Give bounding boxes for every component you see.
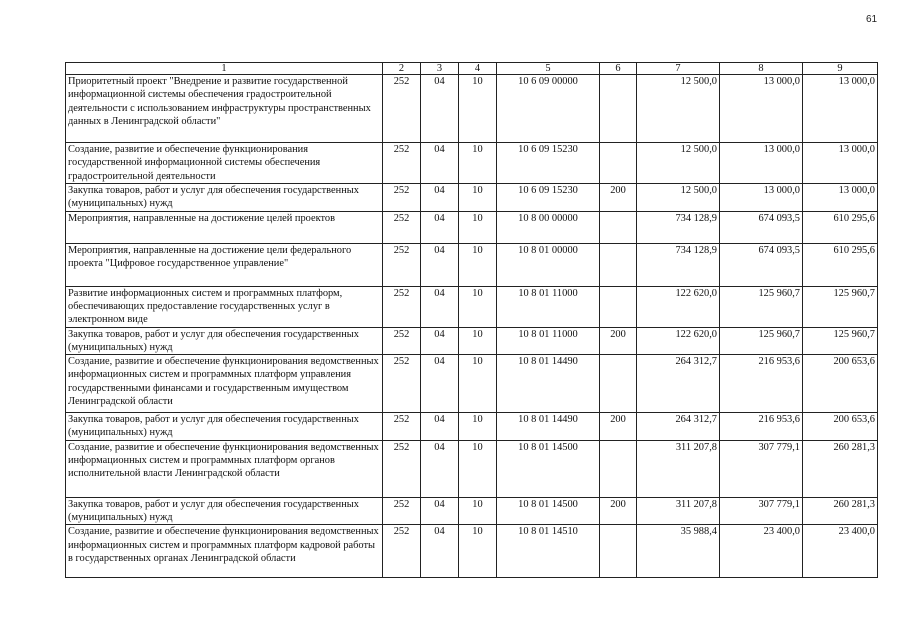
row-name: Создание, развитие и обеспечение функционирования ведомственных информационных систем и программных платформ управления государственными финансами и государственным имуществом Ленинградской области [66, 355, 383, 413]
subsection-code: 10 [459, 286, 497, 327]
expense-type [600, 355, 637, 413]
amount-year-3: 200 653,6 [803, 413, 878, 441]
amount-year-3: 260 281,3 [803, 440, 878, 497]
section-code: 04 [421, 243, 459, 286]
admin-code: 252 [383, 440, 421, 497]
subsection-code: 10 [459, 497, 497, 525]
amount-year-3: 260 281,3 [803, 497, 878, 525]
column-header: 5 [497, 63, 600, 75]
amount-year-1: 264 312,7 [637, 413, 720, 441]
expense-type [600, 143, 637, 184]
amount-year-3: 13 000,0 [803, 75, 878, 143]
table-row [66, 327, 878, 355]
row-name: Создание, развитие и обеспечение функционирования ведомственных информационных систем и программных платформ органов исполнительной власти Ленинградской области [66, 440, 383, 497]
table-row [66, 75, 878, 143]
amount-year-2: 307 779,1 [720, 497, 803, 525]
table-row [66, 143, 878, 184]
amount-year-2: 125 960,7 [720, 327, 803, 355]
section-code: 04 [421, 75, 459, 143]
page-number: 61 [866, 14, 878, 25]
admin-code: 252 [383, 75, 421, 143]
expense-type [600, 243, 637, 286]
column-header: 1 [66, 63, 383, 75]
section-code: 04 [421, 525, 459, 578]
amount-year-2: 307 779,1 [720, 440, 803, 497]
row-name: Приоритетный проект "Внедрение и развитие государственной информационной системы обеспечения градостроительной деятельности с использованием инфраструктуры пространственных данных в Ленинградской области" [66, 75, 383, 143]
column-header: 3 [421, 63, 459, 75]
table-row [66, 355, 878, 413]
section-code: 04 [421, 286, 459, 327]
amount-year-2: 13 000,0 [720, 183, 803, 211]
section-code: 04 [421, 183, 459, 211]
amount-year-1: 734 128,9 [637, 243, 720, 286]
amount-year-2: 674 093,5 [720, 211, 803, 243]
target-article: 10 8 01 14490 [497, 413, 600, 441]
amount-year-3: 125 960,7 [803, 327, 878, 355]
target-article: 10 8 01 14500 [497, 440, 600, 497]
budget-table [65, 62, 878, 578]
admin-code: 252 [383, 413, 421, 441]
table-row [66, 440, 878, 497]
table-row [66, 413, 878, 441]
amount-year-1: 12 500,0 [637, 75, 720, 143]
row-name: Закупка товаров, работ и услуг для обеспечения государственных (муниципальных) нужд [66, 327, 383, 355]
subsection-code: 10 [459, 75, 497, 143]
amount-year-1: 734 128,9 [637, 211, 720, 243]
amount-year-1: 122 620,0 [637, 327, 720, 355]
subsection-code: 10 [459, 143, 497, 184]
amount-year-3: 13 000,0 [803, 143, 878, 184]
subsection-code: 10 [459, 440, 497, 497]
amount-year-3: 23 400,0 [803, 525, 878, 578]
amount-year-3: 200 653,6 [803, 355, 878, 413]
subsection-code: 10 [459, 525, 497, 578]
expense-type: 200 [600, 327, 637, 355]
row-name: Мероприятия, направленные на достижение цели федерального проекта "Цифровое государственное управление" [66, 243, 383, 286]
amount-year-1: 12 500,0 [637, 143, 720, 184]
target-article: 10 6 09 15230 [497, 183, 600, 211]
row-name: Закупка товаров, работ и услуг для обеспечения государственных (муниципальных) нужд [66, 413, 383, 441]
expense-type [600, 525, 637, 578]
expense-type [600, 75, 637, 143]
table-row [66, 286, 878, 327]
amount-year-3: 13 000,0 [803, 183, 878, 211]
row-name: Создание, развитие и обеспечение функционирования ведомственных информационных систем и программных платформ кадровой работы в государственных органах Ленинградской области [66, 525, 383, 578]
section-code: 04 [421, 211, 459, 243]
target-article: 10 6 09 15230 [497, 143, 600, 184]
table-row [66, 211, 878, 243]
admin-code: 252 [383, 183, 421, 211]
amount-year-1: 264 312,7 [637, 355, 720, 413]
section-code: 04 [421, 327, 459, 355]
expense-type: 200 [600, 497, 637, 525]
target-article: 10 8 01 14500 [497, 497, 600, 525]
amount-year-2: 125 960,7 [720, 286, 803, 327]
section-code: 04 [421, 143, 459, 184]
subsection-code: 10 [459, 327, 497, 355]
subsection-code: 10 [459, 211, 497, 243]
admin-code: 252 [383, 525, 421, 578]
column-header: 8 [720, 63, 803, 75]
section-code: 04 [421, 355, 459, 413]
subsection-code: 10 [459, 413, 497, 441]
admin-code: 252 [383, 211, 421, 243]
row-name: Развитие информационных систем и программных платформ, обеспечивающих предоставление государственных услуг в электронном виде [66, 286, 383, 327]
amount-year-1: 311 207,8 [637, 497, 720, 525]
target-article: 10 8 01 00000 [497, 243, 600, 286]
target-article: 10 8 01 14490 [497, 355, 600, 413]
expense-type: 200 [600, 413, 637, 441]
amount-year-3: 125 960,7 [803, 286, 878, 327]
amount-year-2: 674 093,5 [720, 243, 803, 286]
amount-year-2: 216 953,6 [720, 355, 803, 413]
row-name: Создание, развитие и обеспечение функционирования государственной информационной системы обеспечения градостроительной деятельности [66, 143, 383, 184]
row-name: Мероприятия, направленные на достижение целей проектов [66, 211, 383, 243]
expense-type [600, 211, 637, 243]
column-header: 7 [637, 63, 720, 75]
section-code: 04 [421, 440, 459, 497]
admin-code: 252 [383, 243, 421, 286]
expense-type [600, 440, 637, 497]
column-header: 2 [383, 63, 421, 75]
column-header: 6 [600, 63, 637, 75]
admin-code: 252 [383, 327, 421, 355]
target-article: 10 6 09 00000 [497, 75, 600, 143]
expense-type: 200 [600, 183, 637, 211]
header-row [66, 63, 878, 75]
amount-year-2: 13 000,0 [720, 75, 803, 143]
amount-year-1: 12 500,0 [637, 183, 720, 211]
admin-code: 252 [383, 355, 421, 413]
target-article: 10 8 01 11000 [497, 286, 600, 327]
target-article: 10 8 00 00000 [497, 211, 600, 243]
column-header: 9 [803, 63, 878, 75]
table-row [66, 243, 878, 286]
admin-code: 252 [383, 286, 421, 327]
amount-year-2: 13 000,0 [720, 143, 803, 184]
target-article: 10 8 01 11000 [497, 327, 600, 355]
subsection-code: 10 [459, 243, 497, 286]
table-row [66, 183, 878, 211]
admin-code: 252 [383, 497, 421, 525]
amount-year-2: 23 400,0 [720, 525, 803, 578]
amount-year-3: 610 295,6 [803, 211, 878, 243]
subsection-code: 10 [459, 355, 497, 413]
amount-year-1: 311 207,8 [637, 440, 720, 497]
amount-year-1: 122 620,0 [637, 286, 720, 327]
column-header: 4 [459, 63, 497, 75]
amount-year-1: 35 988,4 [637, 525, 720, 578]
row-name: Закупка товаров, работ и услуг для обеспечения государственных (муниципальных) нужд [66, 183, 383, 211]
table-row [66, 497, 878, 525]
section-code: 04 [421, 413, 459, 441]
amount-year-2: 216 953,6 [720, 413, 803, 441]
subsection-code: 10 [459, 183, 497, 211]
expense-type [600, 286, 637, 327]
admin-code: 252 [383, 143, 421, 184]
table-row [66, 525, 878, 578]
row-name: Закупка товаров, работ и услуг для обеспечения государственных (муниципальных) нужд [66, 497, 383, 525]
target-article: 10 8 01 14510 [497, 525, 600, 578]
amount-year-3: 610 295,6 [803, 243, 878, 286]
section-code: 04 [421, 497, 459, 525]
